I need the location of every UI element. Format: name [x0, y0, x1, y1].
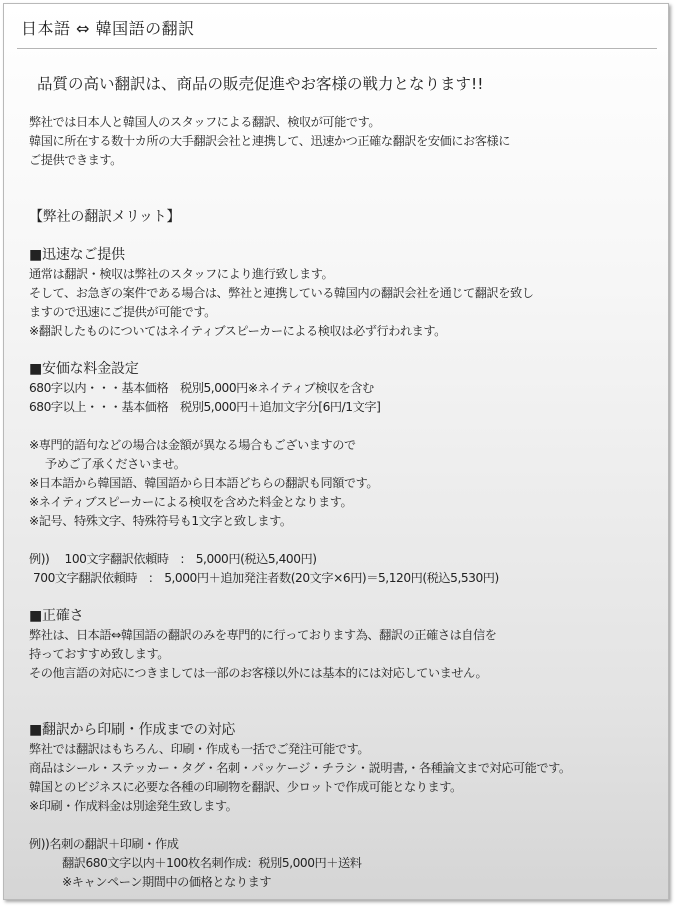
price-example: 例)) 100文字翻訳依頼時 : 5,000円(税込5,400円) — [29, 552, 317, 566]
speed-line: ※翻訳したものについてはネイティブスピーカーによる検収は必ず行われます。 — [29, 324, 446, 338]
spacer — [29, 702, 659, 721]
price-note: ※記号、特殊文字、特殊符号も1文字と致します。 — [29, 514, 292, 528]
spacer — [29, 227, 659, 246]
spacer — [29, 588, 659, 607]
spacer — [29, 189, 659, 208]
merit-heading: 【弊社の翻訳メリット】 — [29, 209, 181, 225]
spacer — [29, 816, 659, 835]
spacer — [29, 341, 659, 360]
section-heading-accuracy: ■正確さ — [29, 608, 84, 624]
speed-line: ますので迅速にご提供が可能です。 — [29, 305, 216, 319]
price-line: 680字以上・・・基本価格 税別5,000円＋追加文字分[6円/1文字] — [29, 400, 381, 414]
body-text — [29, 113, 659, 892]
speed-line: 通常は翻訳・検収は弊社のスタッフにより進行致します。 — [29, 267, 334, 281]
spacer — [29, 683, 659, 702]
print-line: 弊社では翻訳はもちろん、印刷・作成も一括でご発注可能です。 — [29, 742, 370, 756]
print-line: ※印刷・作成料金は別途発生致します。 — [29, 799, 238, 813]
accuracy-line: その他言語の対応につきましては一部のお客様以外には基本的には対応していません。 — [29, 666, 488, 680]
print-example-line: 翻訳680文字以内＋100枚名刺作成：税別5,000円＋送料 — [62, 856, 362, 870]
intro-line: 弊社では日本人と韓国人のスタッフによる翻訳、検収が可能です。 — [29, 115, 381, 129]
headline: 品質の高い翻訳は、商品の販売促進やお客様の戦力となります!! — [37, 75, 484, 93]
page-title: 日本語 ⇔ 韓国語の翻訳 — [21, 19, 195, 38]
title-divider — [17, 48, 657, 50]
spacer — [29, 531, 659, 550]
print-line: 商品はシール・ステッカー・タグ・名刺・パッケージ・チラシ・説明書,・各種論文まで対応可能です。 — [29, 761, 571, 775]
content-panel — [3, 3, 669, 900]
spacer — [29, 417, 659, 436]
section-heading-speed: ■迅速なご提供 — [29, 247, 125, 263]
price-example: 700文字翻訳依頼時 : 5,000円＋追加発注者数(20文字×6円)＝5,120円(税込5,530円) — [33, 571, 499, 585]
price-line: 680字以内・・・基本価格 税別5,000円※ネイティブ検収を含む — [29, 381, 374, 395]
price-note: ※ネイティブスピーカーによる検収を含めた料金となります。 — [29, 495, 353, 509]
intro-line: ご提供できます。 — [29, 153, 122, 167]
accuracy-line: 持っておすすめ致します。 — [29, 647, 169, 661]
print-example-label: 例))名刺の翻訳＋印刷・作成 — [29, 837, 179, 851]
speed-line: そして、お急ぎの案件である場合は、弊社と連携している韓国内の翻訳会社を通じて翻訳を致し — [29, 286, 534, 300]
section-heading-print: ■翻訳から印刷・作成までの対応 — [29, 722, 236, 738]
accuracy-line: 弊社は、日本語⇔韓国語の翻訳のみを専門的に行っております為、翻訳の正確さは自信を — [29, 628, 497, 642]
price-note: 予めご了承くださいませ。 — [45, 457, 186, 471]
price-note: ※専門的語句などの場合は金額が異なる場合もございますので — [29, 438, 356, 452]
section-heading-price: ■安価な料金設定 — [29, 361, 139, 377]
spacer — [29, 170, 659, 189]
print-line: 韓国とのビジネスに必要な各種の印刷物を翻訳、少ロットで作成可能となります。 — [29, 780, 462, 794]
print-example-line: ※キャンペーン期間中の価格となります — [62, 875, 272, 889]
intro-line: 韓国に所在する数十カ所の大手翻訳会社と連携して、迅速かつ正確な翻訳を安価にお客様に — [29, 134, 510, 148]
price-note: ※日本語から韓国語、韓国語から日本語どちらの翻訳も同額です。 — [29, 476, 379, 490]
